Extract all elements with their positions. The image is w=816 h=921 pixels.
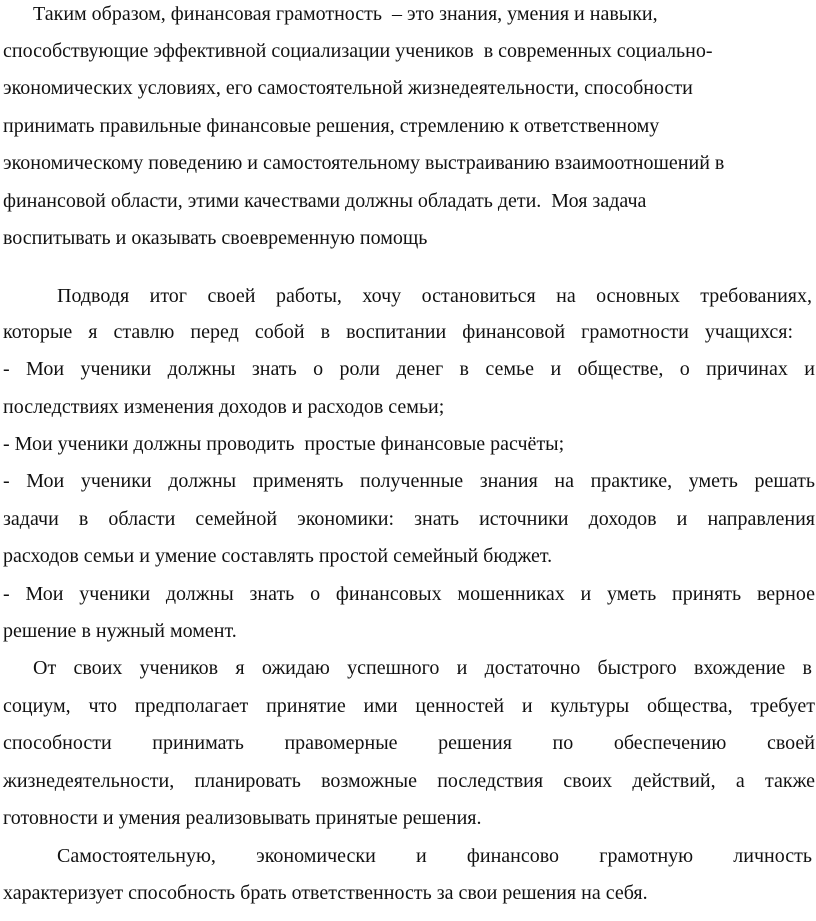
paragraph-2-line-2: которые я ставлю перед собой в воспитании финансовой грамотности учащихся: <box>3 321 793 343</box>
paragraph-2-line-1: Подводя итог своей работы, хочу остановиться на основных требованиях, <box>57 285 812 307</box>
paragraph-3-line-5: готовности и умения реализовывать принятые решения. <box>3 807 482 829</box>
paragraph-2-line-9: - Мои ученики должны знать о финансовых мошенниках и уметь принять верное <box>3 583 815 605</box>
paragraph-2-line-10: решение в нужный момент. <box>3 620 237 642</box>
paragraph-3-line-3: способности принимать правомерные решения по обеспечению своей <box>3 732 815 754</box>
paragraph-1-line-3: экономических условиях, его самостоятельной жизнедеятельности, способности <box>3 77 693 99</box>
paragraph-1-line-6: финансовой области, этими качествами должны обладать дети. Моя задача <box>3 190 647 212</box>
paragraph-1-line-4: принимать правильные финансовые решения, стремлению к ответственному <box>3 115 660 137</box>
paragraph-1-line-2: способствующие эффективной социализации учеников в современных социально- <box>3 40 713 62</box>
paragraph-3-line-1: От своих учеников я ожидаю успешного и достаточно быстрого вхождение в <box>33 657 812 679</box>
paragraph-4-line-1: Самостоятельную, экономически и финансово грамотную личность <box>57 845 812 867</box>
paragraph-4-line-2: характеризует способность брать ответственность за свои решения на себя. <box>3 882 648 904</box>
paragraph-3-line-2: социум, что предполагает принятие ими ценностей и культуры общества, требует <box>3 695 815 717</box>
paragraph-2-line-3: - Мои ученики должны знать о роли денег в семье и обществе, о причинах и <box>3 358 815 380</box>
paragraph-3-line-4: жизнедеятельности, планировать возможные последствия своих действий, а также <box>3 770 815 792</box>
paragraph-2-line-4: последствиях изменения доходов и расходов семьи; <box>3 396 445 418</box>
paragraph-1-line-1: Таким образом, финансовая грамотность – это знания, умения и навыки, <box>3 3 658 25</box>
paragraph-1-line-5: экономическому поведению и самостоятельному выстраиванию взаимоотношений в <box>3 152 725 174</box>
paragraph-1-line-7: воспитывать и оказывать своевременную помощь <box>3 227 428 249</box>
paragraph-2-line-8: расходов семьи и умение составлять простой семейный бюджет. <box>3 545 553 567</box>
paragraph-2-line-7: задачи в области семейной экономики: знать источники доходов и направления <box>3 508 815 530</box>
paragraph-2-line-6: - Мои ученики должны применять полученные знания на практике, уметь решать <box>3 470 815 492</box>
paragraph-2-line-5: - Мои ученики должны проводить простые финансовые расчёты; <box>3 433 565 455</box>
